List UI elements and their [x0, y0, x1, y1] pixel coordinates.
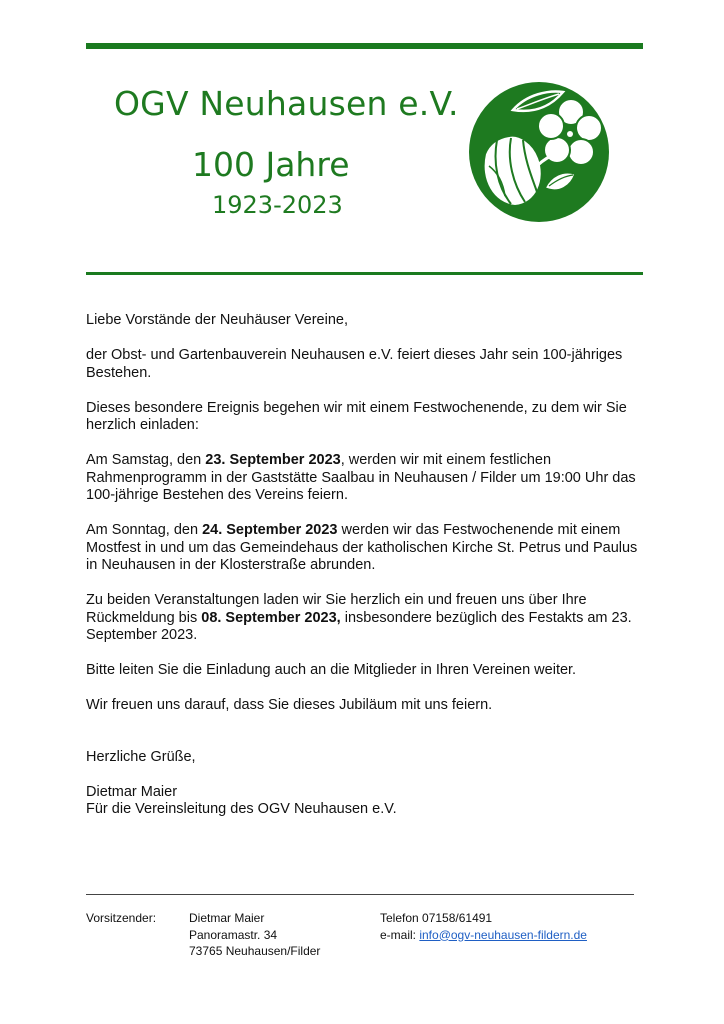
text-span: Am Samstag, den [86, 452, 206, 468]
text-span: Zu beiden Veranstaltungen laden wir Sie herzlich ein und freuen uns über Ihre Rückmeldung bis [86, 592, 587, 626]
paragraph-rsvp [86, 592, 646, 645]
header-bottom-rule [86, 272, 643, 275]
paragraph-sunday [86, 522, 646, 575]
email-line [380, 927, 587, 944]
text-span: insbesondere bezüglich des Festakts am 23. September 2023. [86, 609, 632, 643]
paragraph-saturday [86, 452, 646, 505]
paragraph-invitation: Dieses besondere Ereignis begehen wir mit einem Festwochenende, zu dem wir Sie herzlich einladen: [86, 399, 627, 433]
text-span: werden wir das Festwochenende mit einem Mostfest in und um das Gemeindehaus der katholischen Kirche St. Petrus und Paulus in Neuhausen in der Klosterstraße abrunden. [86, 522, 638, 573]
anniversary-title: 100 Jahre [192, 145, 350, 184]
footer-contact [380, 910, 587, 943]
saturday-date: 23. September 2023 [205, 452, 341, 468]
footer-address [189, 910, 320, 960]
footer-label [86, 910, 156, 927]
footer-rule [86, 894, 634, 895]
paragraph-intro: der Obst- und Gartenbauverein Neuhausen e.V. feiert dieses Jahr sein 100-jähriges Bestehen. [86, 347, 623, 381]
text-span: , werden wir mit einem festlichen Rahmenprogramm in der Gaststätte Saalbau in Neuhausen / Filder um 19:00 Uhr das 100-jährige Bestehen des Vereins feiern. [86, 452, 636, 503]
paragraph-forward: Bitte leiten Sie die Einladung auch an die Mitglieder in Ihren Vereinen weiter. [86, 662, 577, 678]
rsvp-date: 08. September 2023, [201, 609, 341, 626]
paragraph-closing-wish: Wir freuen uns darauf, dass Sie dieses Jubiläum mit uns feiern. [86, 697, 493, 713]
text-span: Am Sonntag, den [86, 522, 203, 538]
signer-role: Für die Vereinsleitung des OGV Neuhausen e.V. [86, 801, 397, 817]
closing-greeting: Herzliche Grüße, [86, 748, 196, 765]
salutation: Liebe Vorstände der Neuhäuser Vereine, [86, 312, 348, 328]
header-top-rule [86, 43, 643, 49]
letter-body [86, 312, 646, 819]
phone-number: Telefon 07158/61491 [380, 911, 493, 925]
chair-name: Dietmar Maier [189, 911, 265, 925]
year-range: 1923-2023 [212, 191, 343, 219]
chair-city: 73765 Neuhausen/Filder [189, 944, 321, 958]
chair-street: Panoramastr. 34 [189, 927, 278, 942]
org-name: OGV Neuhausen e.V. [114, 84, 459, 123]
signer-name: Dietmar Maier [86, 783, 178, 800]
email-link[interactable]: info@ogv-neuhausen-fildern.de [419, 927, 587, 942]
walnut-and-flower-icon [467, 82, 611, 222]
sunday-date: 24. September 2023 [202, 522, 338, 538]
chair-label: Vorsitzender: [86, 911, 157, 925]
email-label: e-mail: [380, 927, 420, 942]
